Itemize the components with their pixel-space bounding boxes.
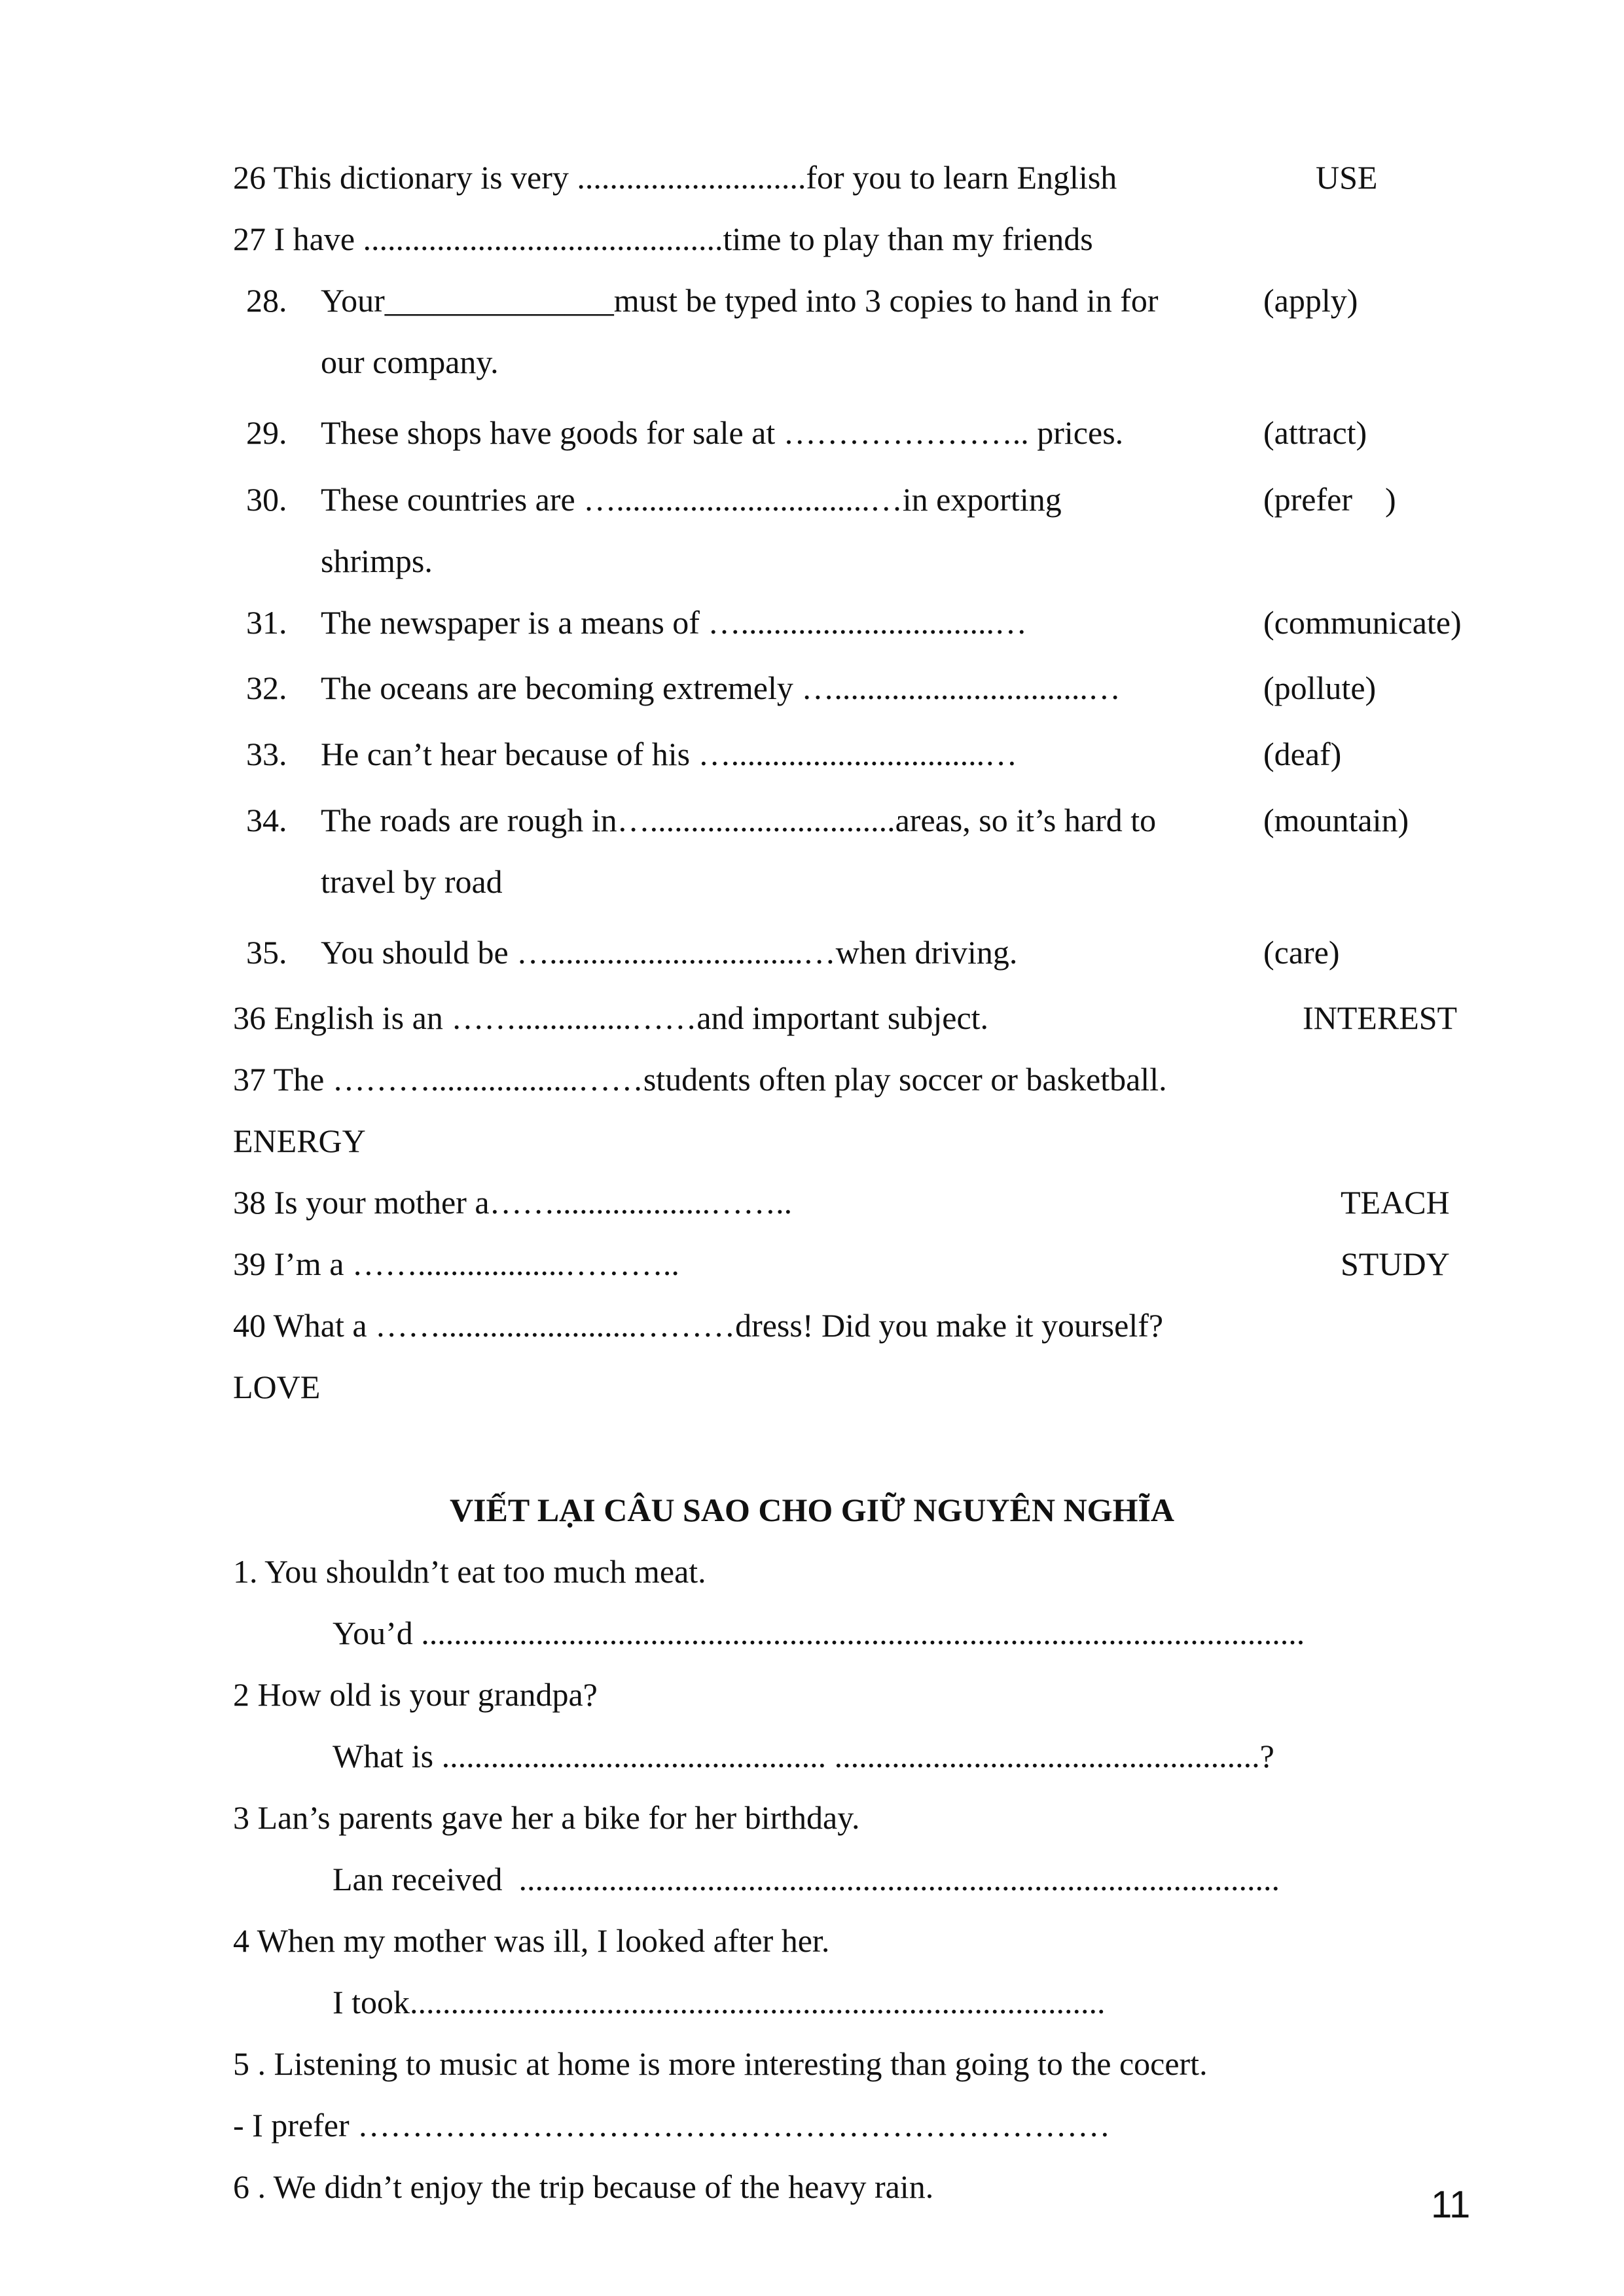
item-29-root-word: (attract) xyxy=(1263,414,1367,451)
item-26: 26 This dictionary is very ............................for you to learn English xyxy=(233,159,1117,196)
item-28-number: 28. xyxy=(246,282,287,319)
item-34: The roads are rough in…..............................areas, so it’s hard to xyxy=(321,802,1157,838)
section-title: VIẾT LẠI CÂU SAO CHO GIỮ NGUYÊN NGHĨA xyxy=(449,1492,1175,1528)
item-35: You should be …...............................…when driving. xyxy=(321,934,1018,971)
item-39-root-word: STUDY xyxy=(1341,1246,1450,1282)
rewrite-question-5: 5 . Listening to music at home is more interesting than going to the cocert. xyxy=(233,2045,1208,2082)
rewrite-question-1: 1. You shouldn’t eat too much meat. xyxy=(233,1553,706,1590)
item-40: 40 What a ……........................………dress! Did you make it yourself? xyxy=(233,1307,1164,1344)
item-30-continued: shrimps. xyxy=(321,543,433,579)
item-33-root-word: (deaf) xyxy=(1263,736,1342,772)
item-29-number: 29. xyxy=(246,414,287,451)
item-30: These countries are …...............................…in exporting xyxy=(321,481,1062,518)
rewrite-answer-5: - I prefer …………………………………………………………… xyxy=(233,2107,1111,2144)
item-33: He can’t hear because of his …...............................… xyxy=(321,736,1018,772)
item-34-continued: travel by road xyxy=(321,863,503,900)
item-39: 39 I’m a ……..................……….. xyxy=(233,1246,679,1282)
item-29: These shops have goods for sale at ………………….. prices. xyxy=(321,414,1124,451)
item-32-root-word: (pollute) xyxy=(1263,670,1377,706)
item-37-root-word: ENERGY xyxy=(233,1122,366,1159)
item-28: Your______________must be typed into 3 copies to hand in for xyxy=(321,282,1159,319)
item-37: 37 The ………..................……students often play soccer or basketball. xyxy=(233,1061,1167,1098)
item-38: 38 Is your mother a……...................…….. xyxy=(233,1184,793,1221)
item-33-number: 33. xyxy=(246,736,287,772)
rewrite-answer-3: Lan received ............................................................................................. xyxy=(333,1861,1280,1897)
item-30-root-word: (prefer ) xyxy=(1263,481,1396,518)
item-31-number: 31. xyxy=(246,604,287,641)
item-35-number: 35. xyxy=(246,934,287,971)
item-31: The newspaper is a means of …...............................… xyxy=(321,604,1027,641)
rewrite-answer-2: What is ............................................... ....................................................? xyxy=(333,1738,1274,1774)
item-40-root-word: LOVE xyxy=(233,1369,321,1405)
item-27: 27 I have ............................................time to play than my friends xyxy=(233,221,1093,257)
rewrite-question-2: 2 How old is your grandpa? xyxy=(233,1676,598,1713)
item-38-root-word: TEACH xyxy=(1341,1184,1450,1221)
item-28-root-word: (apply) xyxy=(1263,282,1358,319)
item-36-root-word: INTEREST xyxy=(1303,999,1458,1036)
item-34-root-word: (mountain) xyxy=(1263,802,1409,838)
rewrite-question-3: 3 Lan’s parents gave her a bike for her birthday. xyxy=(233,1799,860,1836)
rewrite-question-6: 6 . We didn’t enjoy the trip because of the heavy rain. xyxy=(233,2168,934,2205)
rewrite-answer-1: You’d ............................................................................................................ xyxy=(333,1615,1305,1651)
item-31-root-word: (communicate) xyxy=(1263,604,1462,641)
item-28-continued: our company. xyxy=(321,344,499,380)
rewrite-answer-4: I took..................................................................................... xyxy=(333,1984,1106,2020)
item-34-number: 34. xyxy=(246,802,287,838)
item-32-number: 32. xyxy=(246,670,287,706)
item-35-root-word: (care) xyxy=(1263,934,1340,971)
page-number: 11 xyxy=(1431,2183,1471,2226)
item-36: 36 English is an ……..............……and important subject. xyxy=(233,999,989,1036)
rewrite-question-4: 4 When my mother was ill, I looked after her. xyxy=(233,1922,830,1959)
item-30-number: 30. xyxy=(246,481,287,518)
item-32: The oceans are becoming extremely …...............................… xyxy=(321,670,1121,706)
item-26-root-word: USE xyxy=(1316,159,1378,196)
